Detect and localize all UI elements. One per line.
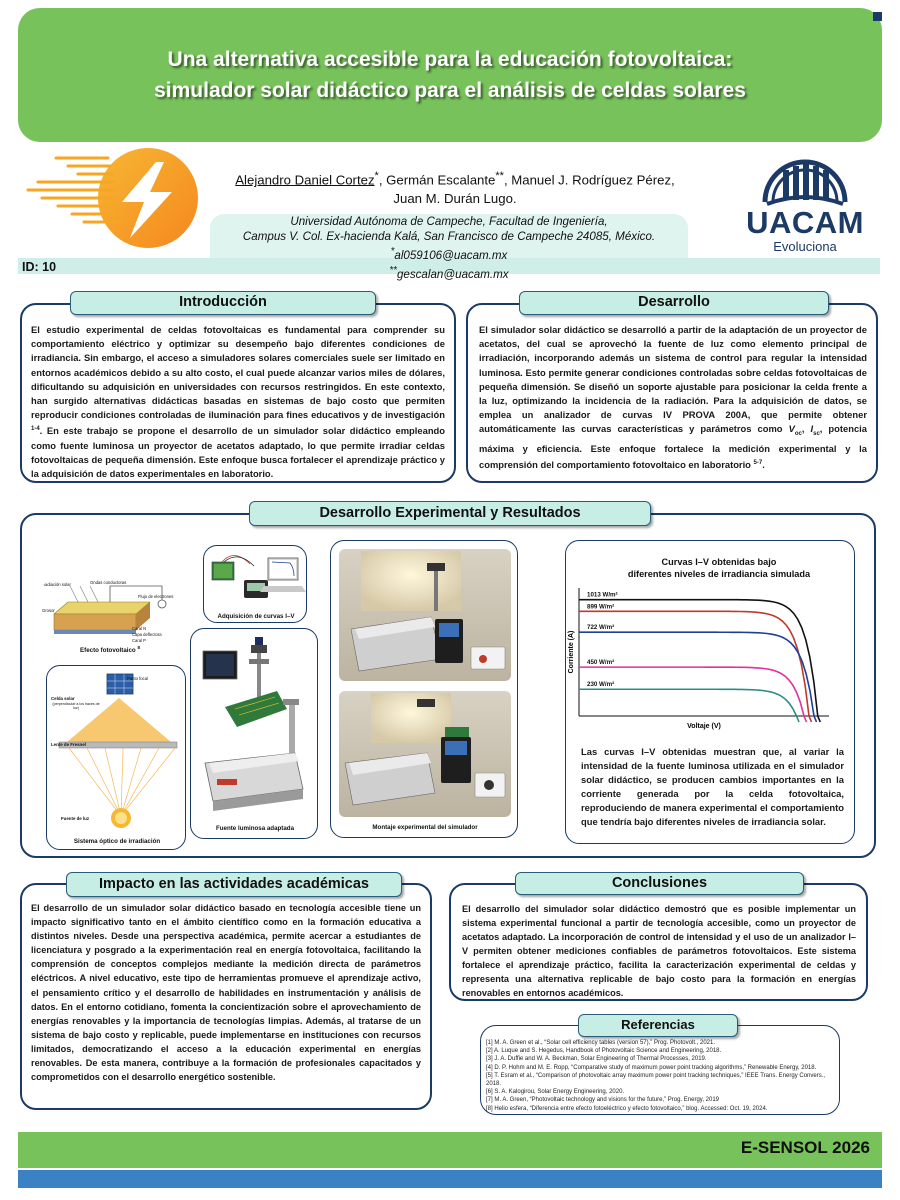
chart-title-line-2: diferentes niveles de irradiancia simulada	[627, 569, 811, 579]
author-list	[210, 167, 700, 208]
caption-sistema: Sistema óptico de irradiación	[73, 838, 161, 845]
label-ondas: Ondas conductoras	[90, 580, 127, 585]
solar-cell-label: Solar Cell	[208, 683, 233, 689]
desarrollo-title: Desarrollo	[519, 291, 829, 315]
iv-curves-chart	[565, 582, 855, 738]
caption-adquisicion: Adquisición de curvas I–V	[217, 613, 295, 620]
bottom-stripe	[18, 1170, 882, 1188]
affiliation-line-2: Campus V. Col. Ex-hacienda Kalá, San Francisco de Campeche 24085, México.	[242, 230, 656, 243]
iv-series-label: 230 W/m²	[587, 681, 615, 689]
email-2-text[interactable]: gescalan@uacam.mx	[396, 267, 509, 281]
reference-item: [2] A. Luque and S. Hegedus, Handbook of Photovoltaic Science and Engineering, 2018.	[486, 1048, 722, 1055]
author-2: , Germán Escalante	[378, 172, 496, 188]
affiliation	[214, 214, 684, 282]
email-2	[214, 263, 684, 282]
reference-item: [6] S. A. Kalogirou, Solar Energy Engineering, 2020.	[486, 1089, 625, 1096]
des-text-c: .	[762, 458, 765, 470]
uacam-name: UACAM	[746, 205, 864, 240]
label-capadef: Capa deflectora	[132, 632, 162, 637]
corner-marker	[873, 12, 882, 21]
intro-text-a: El estudio experimental de celdas fotovoltaicas es fundamental para comprender su comportamiento eléctrico y optimizar su desempeño bajo diferentes condiciones de irradiancia. Sin embargo, el acceso a simuladores solares comerciales suele ser limitado en entornos académicos debido a su alto costo, el cual puede alcanzar varios miles de dólares, dificultando su adquisición en universidades con recursos restringidos. En este contexto, han surgido alternativas didácticas basadas en sistemas de bajo costo que permiten reproducir condiciones controladas de iluminación para fines educativos y de investigación	[31, 324, 445, 421]
des-ref: 5-7	[753, 459, 763, 466]
poster-id: ID: 10	[22, 260, 57, 274]
conference-label: E-SENSOL 2026	[740, 1138, 870, 1157]
author-3: , Manuel J. Rodríguez Pérez,	[503, 172, 675, 188]
iv-series-line	[579, 600, 820, 722]
voc-symbol: V	[788, 423, 795, 435]
isc-sub: sc	[813, 431, 820, 438]
label-flujo: Flujo de electrones	[138, 594, 174, 599]
poster-title-line-1: Una alternativa accesible para la educación fotovoltaica:	[167, 48, 733, 71]
label-lente: Lente de Fresnel	[51, 742, 86, 747]
des-text-b: , potencia máxima y eficiencia. Este enfoque fortalece la medición experimental y la comprensión del comportamiento fotovoltaico en laboratorio	[479, 423, 867, 470]
author-1: Alejandro Daniel Cortez	[235, 172, 375, 188]
intro-ref: 1-4	[31, 426, 40, 433]
introduccion-title: Introducción	[70, 291, 376, 315]
iv-series-line	[579, 667, 807, 722]
reference-item: [8] Helio esfera, “Diferencia entre efecto fotoeléctrico y efecto fotovoltaico,” blog. Accessed: Oct. 19, 2024.	[486, 1105, 768, 1112]
label-fuente: Fuente de luz	[61, 816, 90, 821]
author-2-mark: **	[495, 170, 504, 182]
email-2-mark: **	[389, 264, 397, 276]
voc-sub: oc	[794, 431, 802, 438]
reference-item: [5] T. Esram et al., “Comparison of photovoltaic array maximum power point tracking techniques,” IEEE Trans. Energy Convers., 2018.	[486, 1072, 826, 1088]
chart-title-line-1: Curvas I–V obtenidas bajo	[661, 557, 777, 567]
lightning-bolt-logo-icon	[18, 148, 200, 252]
uacam-tagline: Evoluciona	[773, 239, 837, 254]
label-celda: Celda solar	[51, 696, 75, 701]
iv-acquisition-setup-icon	[204, 546, 307, 610]
iv-series-label: 450 W/m²	[587, 659, 615, 667]
impacto-title: Impacto en las actividades académicas	[66, 872, 402, 897]
reference-item: [4] D. P. Hohm and M. E. Ropp, “Comparative study of maximum power point tracking algorithms,” Renewable Energy, 2018.	[486, 1064, 817, 1071]
iv-series-line	[579, 689, 799, 722]
reference-item: [7] M. A. Green, “Photovoltaic technology and visions for the future,” Prog. Energy, 2019	[486, 1097, 720, 1104]
iv-series-label: 1013 W/m²	[587, 591, 618, 599]
label-carap: Caral P	[132, 638, 146, 643]
email-1-text[interactable]: al059106@uacam.mx	[394, 248, 508, 262]
caption-fuente: Fuente luminosa adaptada	[215, 825, 295, 832]
isc-symbol: I	[810, 423, 814, 435]
affiliation-line-1: Universidad Autónoma de Campeche, Facultad de Ingeniería,	[290, 215, 608, 228]
desarrollo-text	[479, 323, 867, 472]
adquisicion-panel	[203, 545, 307, 623]
fuente-luminosa-panel	[190, 628, 318, 839]
referencias-title: Referencias	[578, 1014, 738, 1037]
experimental-setup-photos	[331, 541, 518, 821]
iv-series-line	[579, 632, 817, 722]
caption-efecto	[40, 645, 180, 654]
title-banner	[18, 8, 882, 142]
reference-item: [3] J. A. Duffie and W. A. Beckman, Solar Engineering of Thermal Processes, 2019.	[486, 1056, 707, 1063]
y-axis-label: Corriente (A)	[568, 630, 575, 674]
results-text: Las curvas I–V obtenidas muestran que, al variar la intensidad de la fuente luminosa utilizada en el simulador solar didáctico, se producen cambios importantes en la corriente generada por la celda fotovoltaica, reproduciendo de manera experimental el comportamiento que tendría bajo diferentes niveles de irradiancia solar.	[581, 746, 844, 827]
label-grosor: Grosor	[42, 608, 55, 613]
des-sep: ,	[801, 423, 811, 435]
sistema-optico-panel	[46, 665, 186, 850]
montaje-panel	[330, 540, 518, 838]
conclusiones-title: Conclusiones	[515, 872, 804, 895]
experimental-title: Desarrollo Experimental y Resultados	[249, 501, 651, 526]
caption-montaje: Montaje experimental del simulador	[372, 824, 478, 831]
iv-series-label: 722 W/m²	[587, 624, 615, 632]
email-1	[214, 244, 684, 263]
conclusiones-text: El desarrollo del simulador solar didáctico demostró que es posible implementar un sistema experimental funcional a partir de tecnología accesible, como un proyector de acetatos adaptado. La incorporación de control de intensidad y el uso de un analizador I–V permiten obtener mediciones confiables de parámetros fotovoltaicos. Este sistema fortalece el aprendizaje práctico, facilita la caracterización experimental de celdas y representa una alternativa replicable de bajo costo para la formación en energías renovables en entornos académicos.	[462, 904, 856, 998]
author-4: Juan M. Durán Lugo.	[393, 191, 517, 207]
photovoltaic-effect-diagram-icon	[40, 580, 180, 650]
x-axis-label: Voltaje (V)	[687, 723, 721, 730]
caption-efecto-text: Efecto fotovoltaico	[80, 647, 136, 655]
label-caran: Caral N	[132, 626, 147, 631]
iv-series-label: 899 W/m²	[587, 603, 615, 611]
author-1-mark: *	[374, 170, 379, 182]
reference-item: [1] M. A. Green et al., “Solar cell efficiency tables (version 57),” Prog. Photovolt., 2021.	[486, 1040, 715, 1046]
chart-title	[585, 556, 853, 580]
des-text-a: El simulador solar didáctico se desarrolló a partir de la adaptación de un proyector de acetatos, del cual se aprovechó la fuente de luz como elemento principal de irradiación, incorporando además un sistema de control para regular la intensidad luminosa. Esto permite generar condiciones controladas sobre celdas fotovoltaicas de pequeña dimensión. Se diseñó un soporte ajustable para posicionar la celda frente a la luz, optimizando la incidencia de la radiación. Para la adquisición de datos, se emplea un analizador de curvas IV PROVA 200A, que permite obtener automáticamente las curvas características y parámetros como	[479, 324, 867, 435]
label-punto-focal: Punto focal	[127, 676, 148, 681]
intro-text-b: . En este trabajo se propone el desarrollo de un simulador solar didáctico empleando como fuente luminosa un proyector de acetatos adaptado, lo que permite irradiar celdas fotovoltaicas de pequeña dimensión. Este enfoque busca fortalecer el aprendizaje práctico y la adquisición de datos experimentales en laboratorio.	[31, 425, 445, 480]
label-radiacion: Radiación solar	[42, 582, 71, 587]
label-celda-sub: (perpendicular a los haces de luz)	[52, 702, 100, 710]
impacto-text: El desarrollo de un simulador solar didáctico basado en tecnología accesible tiene un impacto significativo tanto en el ámbito científico como en la formación educativa a distintos niveles. Desde una perspectiva académica, permite acercar a estudiantes de licenciatura y posgrado a la experimentación real en energía fotovoltaica, facilitando la comprensión de conceptos complejos mediante la medición directa de parámetros eléctricos. A nivel educativo, este tipo de herramientas promueve el aprendizaje activo, el pensamiento crítico y el desarrollo de habilidades en instrumentación y análisis de datos. En el entorno cotidiano, fomenta la concientización sobre el aprovechamiento de energías renovables y la importancia de tecnologías limpias. Además, al tratarse de un sistema de bajo costo y replicable, puede implementarse en instituciones con recursos limitados, democratizando el acceso a la educación experimental en energías renovables. De esta manera, contribuye a la formación de profesionales capacitados y comprometidos con el desarrollo energético sostenible.	[31, 903, 421, 1083]
poster-title-line-2: simulador solar didáctico para el análisis de celdas solares	[154, 79, 746, 102]
email-1-mark: *	[390, 246, 395, 257]
introduccion-text	[31, 323, 445, 481]
adapted-projector-icon	[191, 629, 318, 819]
references-list	[486, 1039, 836, 1113]
caption-efecto-ref: 8	[137, 645, 140, 650]
optical-system-diagram-icon	[47, 666, 186, 836]
